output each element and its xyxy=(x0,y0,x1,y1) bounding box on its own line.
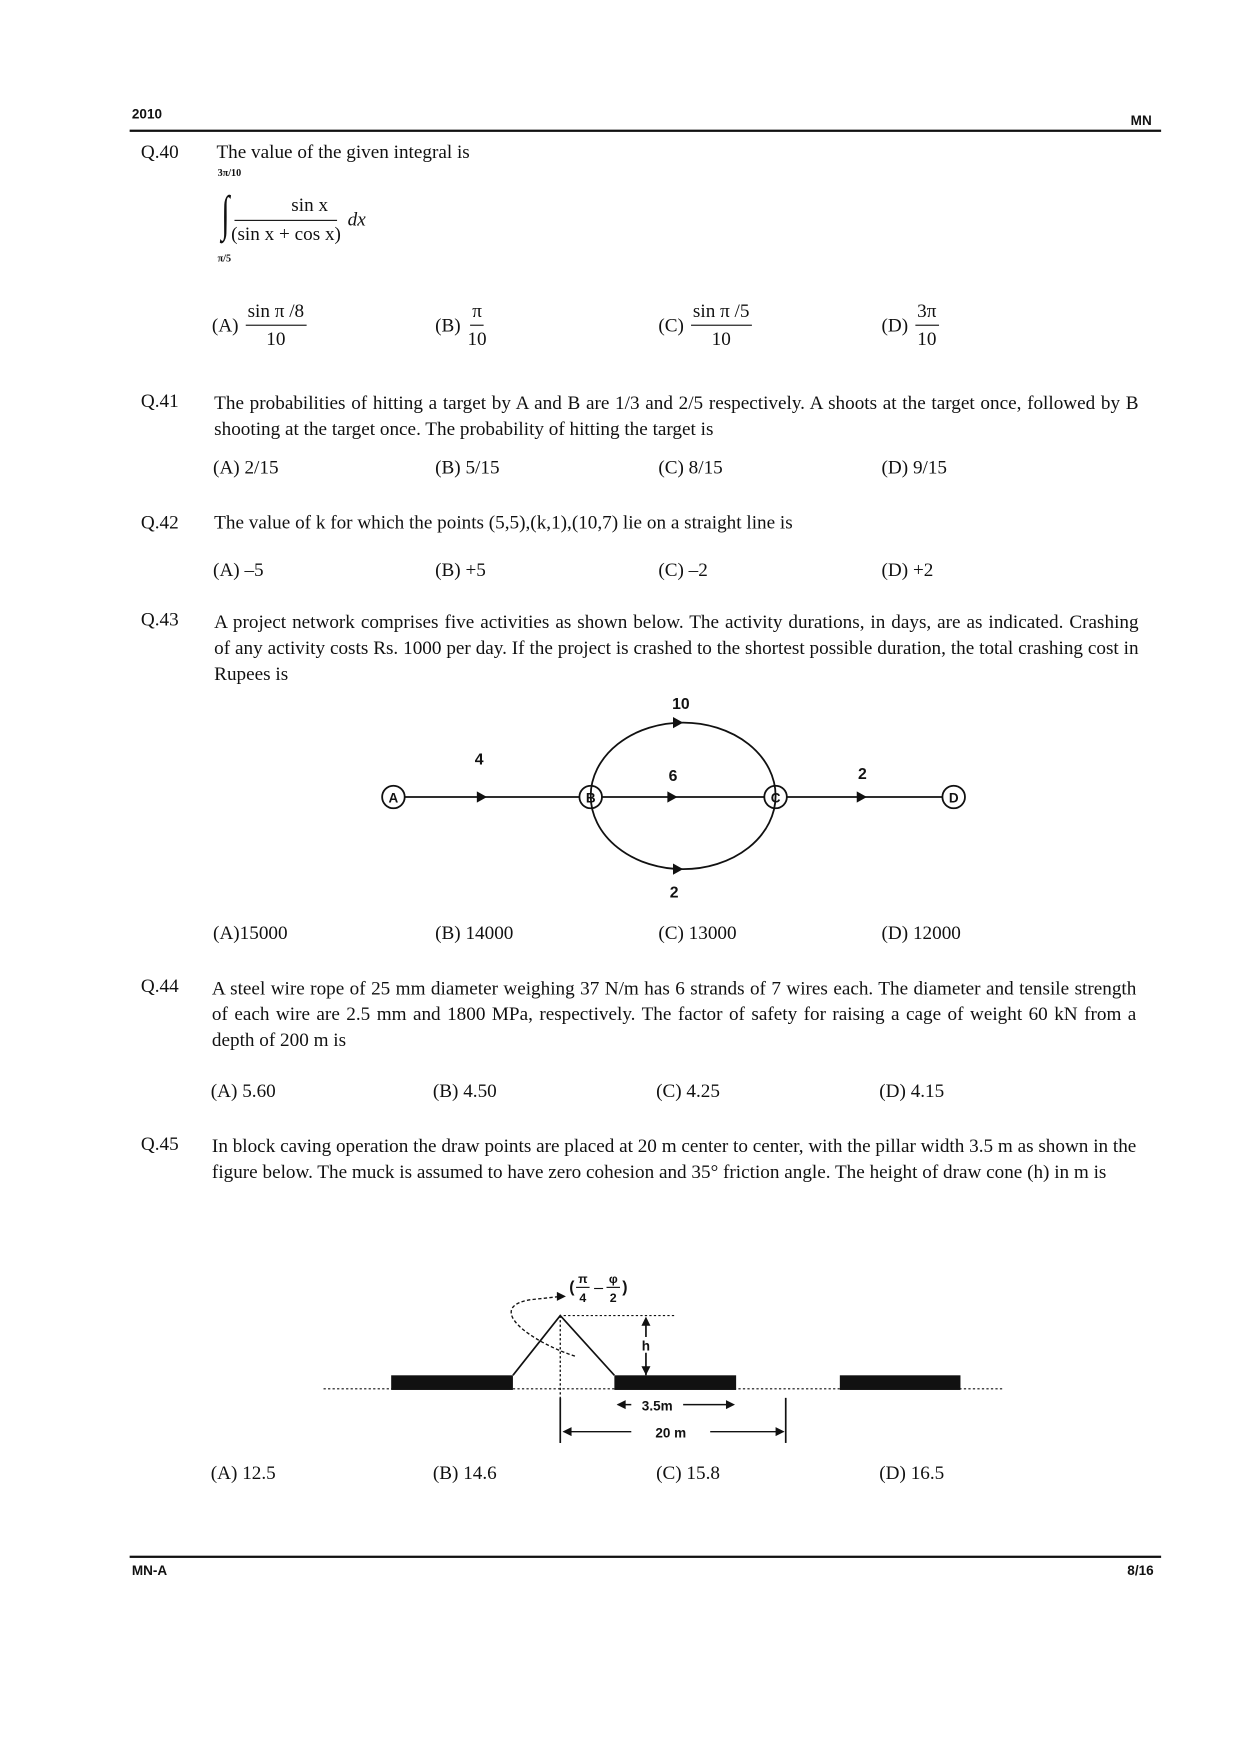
pillar-block xyxy=(391,1375,513,1390)
option-denominator: 10 xyxy=(467,328,487,350)
option-d[interactable]: (D) 16.5 xyxy=(879,1462,945,1484)
option-c[interactable]: (C) 13000 xyxy=(658,922,737,944)
option-c[interactable]: (C) 4.25 xyxy=(656,1079,720,1102)
arrow-icon xyxy=(477,791,487,802)
question-number: Q.44 xyxy=(140,975,179,997)
question-number: Q.41 xyxy=(140,390,179,412)
option-d[interactable]: (D) 4.15 xyxy=(879,1079,945,1102)
integral-upper-limit: 3π/10 xyxy=(217,166,242,179)
option-numerator: π xyxy=(470,300,484,326)
option-c[interactable]: (C) –2 xyxy=(658,559,708,581)
option-d[interactable]: (D) 9/15 xyxy=(881,456,948,478)
option-d[interactable]: (D) +2 xyxy=(881,559,934,581)
header-paper-code: MN xyxy=(1130,112,1152,129)
arrow-icon xyxy=(857,791,867,802)
option-label: (C) xyxy=(658,313,684,336)
arrow-icon xyxy=(673,864,683,875)
angle-label-paren: ) xyxy=(622,1278,628,1296)
node-label: B xyxy=(585,790,596,806)
option-denominator: 10 xyxy=(266,328,286,350)
question-text: A steel wire rope of 25 mm diameter weighing 37 N/m has 6 strands of 7 wires each. The diameter and tensile strength of each wire are 2.5 mm and 1800 MPa, respectively. The factor of safety for raising a cage of weight 60 kN from a depth of 200 m is xyxy=(211,977,1137,1051)
option-b[interactable]: (B) 14000 xyxy=(435,922,514,944)
angle-label: φ xyxy=(608,1271,618,1286)
option-c[interactable]: (C) 8/15 xyxy=(658,456,723,478)
question-text: A project network comprises five activities as shown below. The activity durations, in days, are as indicated. Crashing of any activity costs Rs. 1000 per day. If the project is crashed to the shortest possible duration, the total crashing cost in Rupees is xyxy=(214,610,1139,685)
integral-dx: dx xyxy=(347,208,366,230)
draw-cone xyxy=(513,1316,614,1376)
integrand-denominator: (sin x + cos x) xyxy=(231,223,341,245)
draw-cone-figure xyxy=(324,1272,1004,1443)
option-denominator: 10 xyxy=(711,328,731,350)
option-label: (B) xyxy=(435,313,461,336)
angle-label-paren: ( xyxy=(569,1278,575,1296)
option-d[interactable]: (D) 12000 xyxy=(881,922,961,944)
duration-label: 4 xyxy=(474,751,484,769)
height-label: h xyxy=(641,1338,651,1354)
integral-sign: ∫ xyxy=(221,186,230,242)
arrow-icon xyxy=(667,791,677,802)
question-text: The value of k for which the points (5,5),(k,1),(10,7) lie on a straight line is xyxy=(214,511,793,534)
duration-label: 2 xyxy=(857,765,867,783)
option-numerator: sin π /8 xyxy=(245,300,306,326)
footer-set-code: MN-A xyxy=(131,1562,168,1579)
node-label: A xyxy=(388,790,399,806)
question-number: Q.40 xyxy=(140,140,179,163)
integral-lower-limit: π/5 xyxy=(217,252,232,264)
activity-bc-arcs xyxy=(591,723,776,870)
option-b[interactable]: (B) +5 xyxy=(435,559,486,581)
question-number: Q.45 xyxy=(140,1132,179,1155)
option-numerator: 3π xyxy=(915,300,939,326)
option-label: (A) xyxy=(211,313,239,336)
duration-label: 2 xyxy=(669,884,679,902)
option-b[interactable]: (B) 14.6 xyxy=(432,1462,497,1484)
angle-label: 2 xyxy=(609,1291,617,1306)
arrow-icon xyxy=(673,717,683,728)
question-text: In block caving operation the draw points are placed at 20 m center to center, with the pillar width 3.5 m as shown in the figure below. The muck is assumed to have zero cohesion and 35° friction angle. The height of draw cone (h) in m is xyxy=(211,1135,1137,1183)
spacing-label: 20 m xyxy=(655,1425,687,1441)
option-b[interactable]: (B) 4.50 xyxy=(432,1079,497,1102)
option-numerator: sin π /5 xyxy=(691,300,752,326)
option-a[interactable]: (A)15000 xyxy=(213,922,288,944)
node-label: D xyxy=(948,790,959,806)
option-a[interactable]: (A) 12.5 xyxy=(210,1462,276,1484)
option-a[interactable]: (A) 5.60 xyxy=(210,1079,276,1102)
footer-rule xyxy=(130,1556,1161,1558)
option-b[interactable]: (B) 5/15 xyxy=(435,456,500,478)
option-c[interactable]: (C) 15.8 xyxy=(656,1462,720,1484)
pillar-width-label: 3.5m xyxy=(641,1398,673,1414)
integrand-numerator: sin x xyxy=(235,194,337,221)
option-a[interactable]: (A) –5 xyxy=(213,559,264,581)
option-denominator: 10 xyxy=(917,328,937,350)
option-a[interactable]: (A) 2/15 xyxy=(213,456,279,478)
pillar-block xyxy=(840,1375,961,1390)
question-number: Q.43 xyxy=(140,608,179,631)
angle-label: π xyxy=(578,1271,588,1286)
duration-label: 10 xyxy=(672,696,690,714)
option-label: (D) xyxy=(881,313,909,336)
pillar-block xyxy=(614,1375,736,1390)
header-year: 2010 xyxy=(131,105,162,122)
question-text: The probabilities of hitting a target by A and B are 1/3 and 2/5 respectively. A shoots at the target once, followed by B shooting at the target once. The probability of hitting the target is xyxy=(214,392,1139,440)
question-number: Q.42 xyxy=(140,511,179,534)
node-label: C xyxy=(770,790,781,806)
question-text: The value of the given integral is xyxy=(216,140,470,163)
duration-label: 6 xyxy=(668,768,678,786)
angle-label: 4 xyxy=(579,1291,587,1306)
footer-page-number: 8/16 xyxy=(1127,1562,1154,1579)
